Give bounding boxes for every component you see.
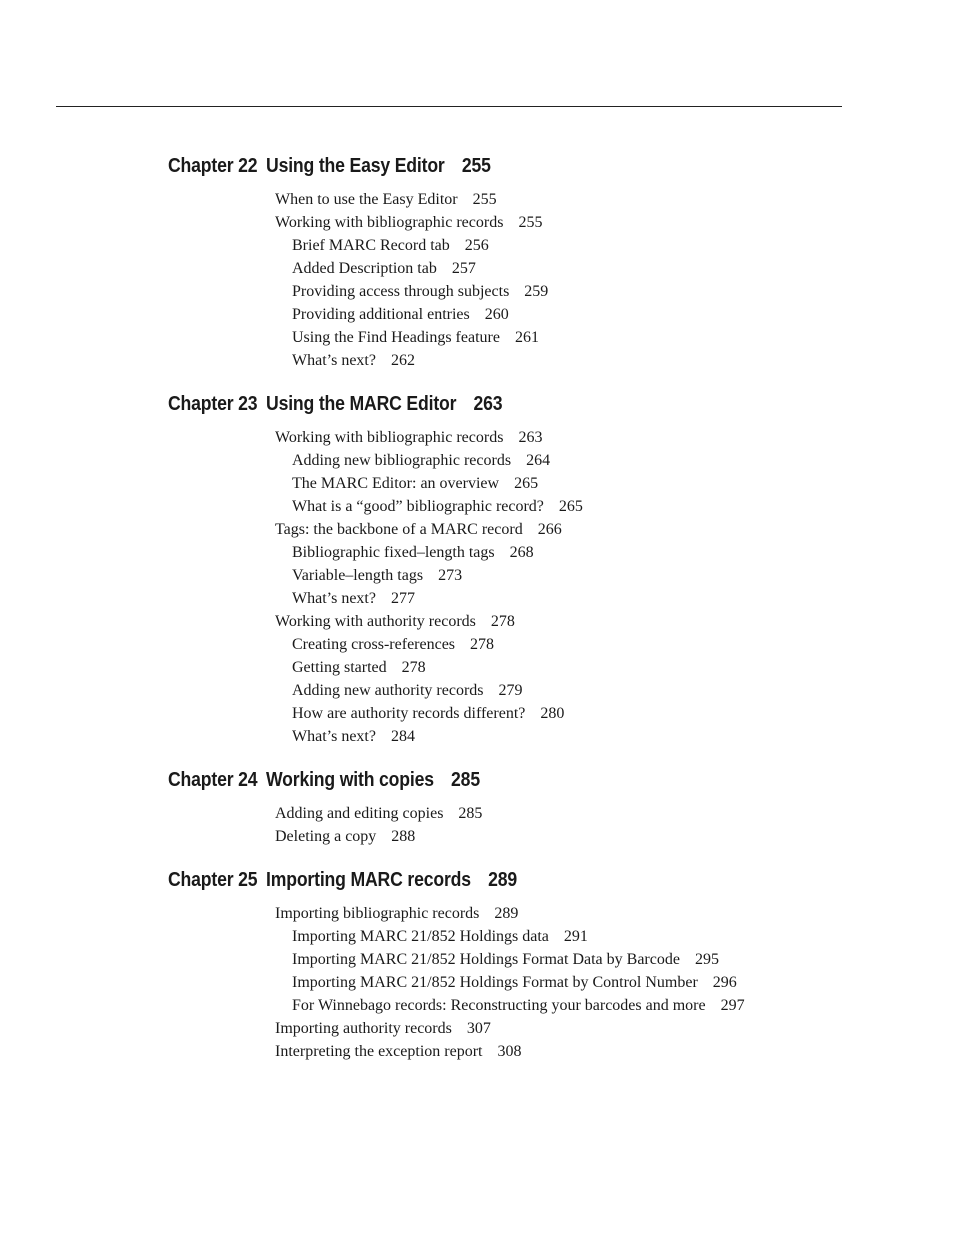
- entry-text: Adding new bibliographic records: [292, 452, 512, 469]
- toc-subentry[interactable]: [168, 633, 908, 656]
- chapter-page-number: 285: [451, 768, 480, 791]
- chapter-title: Using the Easy Editor: [266, 154, 445, 177]
- toc-subentry[interactable]: [168, 449, 908, 472]
- chapter-section: [168, 762, 908, 848]
- chapter-heading[interactable]: [168, 148, 804, 184]
- toc-entry[interactable]: [168, 610, 908, 633]
- entry-page-number: 277: [390, 590, 415, 607]
- chapter-entries: [168, 426, 908, 748]
- toc-subentry[interactable]: [168, 948, 908, 971]
- chapter-entries: [168, 902, 908, 1063]
- entry-page-number: 297: [720, 997, 745, 1014]
- toc-subentry[interactable]: [168, 564, 908, 587]
- chapter-entries: [168, 188, 908, 372]
- toc-entry[interactable]: [168, 426, 908, 449]
- chapter-section: [168, 148, 908, 372]
- toc-entry[interactable]: [168, 188, 908, 211]
- toc-subentry[interactable]: [168, 303, 908, 326]
- chapter-section: [168, 386, 908, 748]
- entry-text: Brief MARC Record tab: [292, 237, 450, 254]
- chapter-title: Using the MARC Editor: [266, 392, 457, 415]
- entry-text: Importing MARC 21/852 Holdings Format Data by Barcode: [292, 951, 680, 968]
- entry-page-number: 307: [466, 1020, 491, 1037]
- entry-page-number: 289: [494, 905, 519, 922]
- chapter-label: Chapter 24: [168, 768, 258, 791]
- entry-page-number: 261: [514, 329, 539, 346]
- entry-text: The MARC Editor: an overview: [292, 475, 500, 492]
- entry-text: Adding and editing copies: [275, 805, 444, 822]
- entry-page-number: 279: [498, 682, 523, 699]
- toc-subentry[interactable]: [168, 656, 908, 679]
- entry-text: What’s next?: [292, 728, 376, 745]
- entry-text: Importing MARC 21/852 Holdings Format by Control Number: [292, 974, 698, 991]
- toc-subentry[interactable]: [168, 925, 908, 948]
- toc-subentry[interactable]: [168, 326, 908, 349]
- chapter-page-number: 263: [473, 392, 503, 415]
- toc-subentry[interactable]: [168, 587, 908, 610]
- entry-text: Working with bibliographic records: [275, 429, 504, 446]
- toc-subentry[interactable]: [168, 472, 908, 495]
- entry-page-number: 278: [470, 636, 495, 653]
- chapter-label: Chapter 22: [168, 154, 258, 177]
- entry-page-number: 291: [563, 928, 588, 945]
- toc-entry[interactable]: [168, 1040, 908, 1063]
- entry-text: For Winnebago records: Reconstructing your barcodes and more: [292, 997, 706, 1014]
- toc-entry[interactable]: [168, 1017, 908, 1040]
- entry-text: Importing authority records: [275, 1020, 452, 1037]
- toc-subentry[interactable]: [168, 994, 908, 1017]
- chapter-heading[interactable]: [168, 862, 804, 898]
- entry-page-number: 284: [390, 728, 415, 745]
- entry-page-number: 295: [694, 951, 719, 968]
- entry-text: Providing additional entries: [292, 306, 470, 323]
- entry-text: What’s next?: [292, 590, 376, 607]
- entry-page-number: 285: [458, 805, 483, 822]
- entry-text: Importing bibliographic records: [275, 905, 480, 922]
- entry-page-number: 273: [438, 567, 463, 584]
- toc-subentry[interactable]: [168, 280, 908, 303]
- entry-page-number: 266: [537, 521, 562, 538]
- chapter-page-number: 255: [461, 154, 491, 177]
- entry-text: Added Description tab: [292, 260, 437, 277]
- toc-subentry[interactable]: [168, 702, 908, 725]
- chapter-section: [168, 862, 908, 1063]
- toc-entry[interactable]: [168, 211, 908, 234]
- entry-page-number: 256: [464, 237, 489, 254]
- entry-text: Creating cross-references: [292, 636, 456, 653]
- entry-text: Working with bibliographic records: [275, 214, 504, 231]
- entry-page-number: 259: [524, 283, 549, 300]
- entry-text: Tags: the backbone of a MARC record: [275, 521, 523, 538]
- entry-page-number: 260: [484, 306, 509, 323]
- entry-page-number: 280: [540, 705, 565, 722]
- toc-subentry[interactable]: [168, 234, 908, 257]
- toc-entry[interactable]: [168, 802, 908, 825]
- entry-page-number: 308: [497, 1043, 522, 1060]
- entry-page-number: 296: [712, 974, 737, 991]
- toc-subentry[interactable]: [168, 495, 908, 518]
- entry-text: Bibliographic fixed–length tags: [292, 544, 495, 561]
- entry-text: Interpreting the exception report: [275, 1043, 483, 1060]
- entry-text: Providing access through subjects: [292, 283, 510, 300]
- entry-page-number: 264: [526, 452, 551, 469]
- entry-page-number: 263: [518, 429, 543, 446]
- toc-subentry[interactable]: [168, 541, 908, 564]
- chapter-heading[interactable]: [168, 762, 804, 798]
- entry-page-number: 265: [558, 498, 583, 515]
- chapter-label: Chapter 25: [168, 868, 258, 891]
- entry-page-number: 278: [490, 613, 515, 630]
- entry-text: What is a “good” bibliographic record?: [292, 498, 544, 515]
- header-rule: [56, 106, 842, 107]
- chapter-label: Chapter 23: [168, 392, 258, 415]
- toc-subentry[interactable]: [168, 971, 908, 994]
- chapter-title: Working with copies: [266, 768, 434, 791]
- entry-text: Variable–length tags: [292, 567, 424, 584]
- entry-text: What’s next?: [292, 352, 376, 369]
- toc-subentry[interactable]: [168, 679, 908, 702]
- chapter-page-number: 289: [488, 868, 517, 891]
- entry-page-number: 255: [472, 191, 497, 208]
- toc-subentry[interactable]: [168, 725, 908, 748]
- table-of-contents: [168, 148, 908, 1077]
- entry-text: Getting started: [292, 659, 387, 676]
- toc-entry[interactable]: [168, 902, 908, 925]
- entry-text: Using the Find Headings feature: [292, 329, 500, 346]
- entry-text: Adding new authority records: [292, 682, 484, 699]
- entry-page-number: 268: [509, 544, 534, 561]
- entry-page-number: 262: [390, 352, 415, 369]
- entry-text: How are authority records different?: [292, 705, 526, 722]
- toc-entry[interactable]: [168, 825, 908, 848]
- chapter-heading[interactable]: [168, 386, 804, 422]
- entry-text: Working with authority records: [275, 613, 476, 630]
- entry-text: When to use the Easy Editor: [275, 191, 458, 208]
- entry-text: Importing MARC 21/852 Holdings data: [292, 928, 549, 945]
- toc-subentry[interactable]: [168, 349, 908, 372]
- entry-page-number: 255: [518, 214, 543, 231]
- toc-subentry[interactable]: [168, 257, 908, 280]
- entry-text: Deleting a copy: [275, 828, 377, 845]
- entry-page-number: 278: [401, 659, 426, 676]
- chapter-entries: [168, 802, 908, 848]
- toc-entry[interactable]: [168, 518, 908, 541]
- entry-page-number: 257: [451, 260, 476, 277]
- entry-page-number: 265: [514, 475, 539, 492]
- chapter-title: Importing MARC records: [266, 868, 471, 891]
- entry-page-number: 288: [391, 828, 416, 845]
